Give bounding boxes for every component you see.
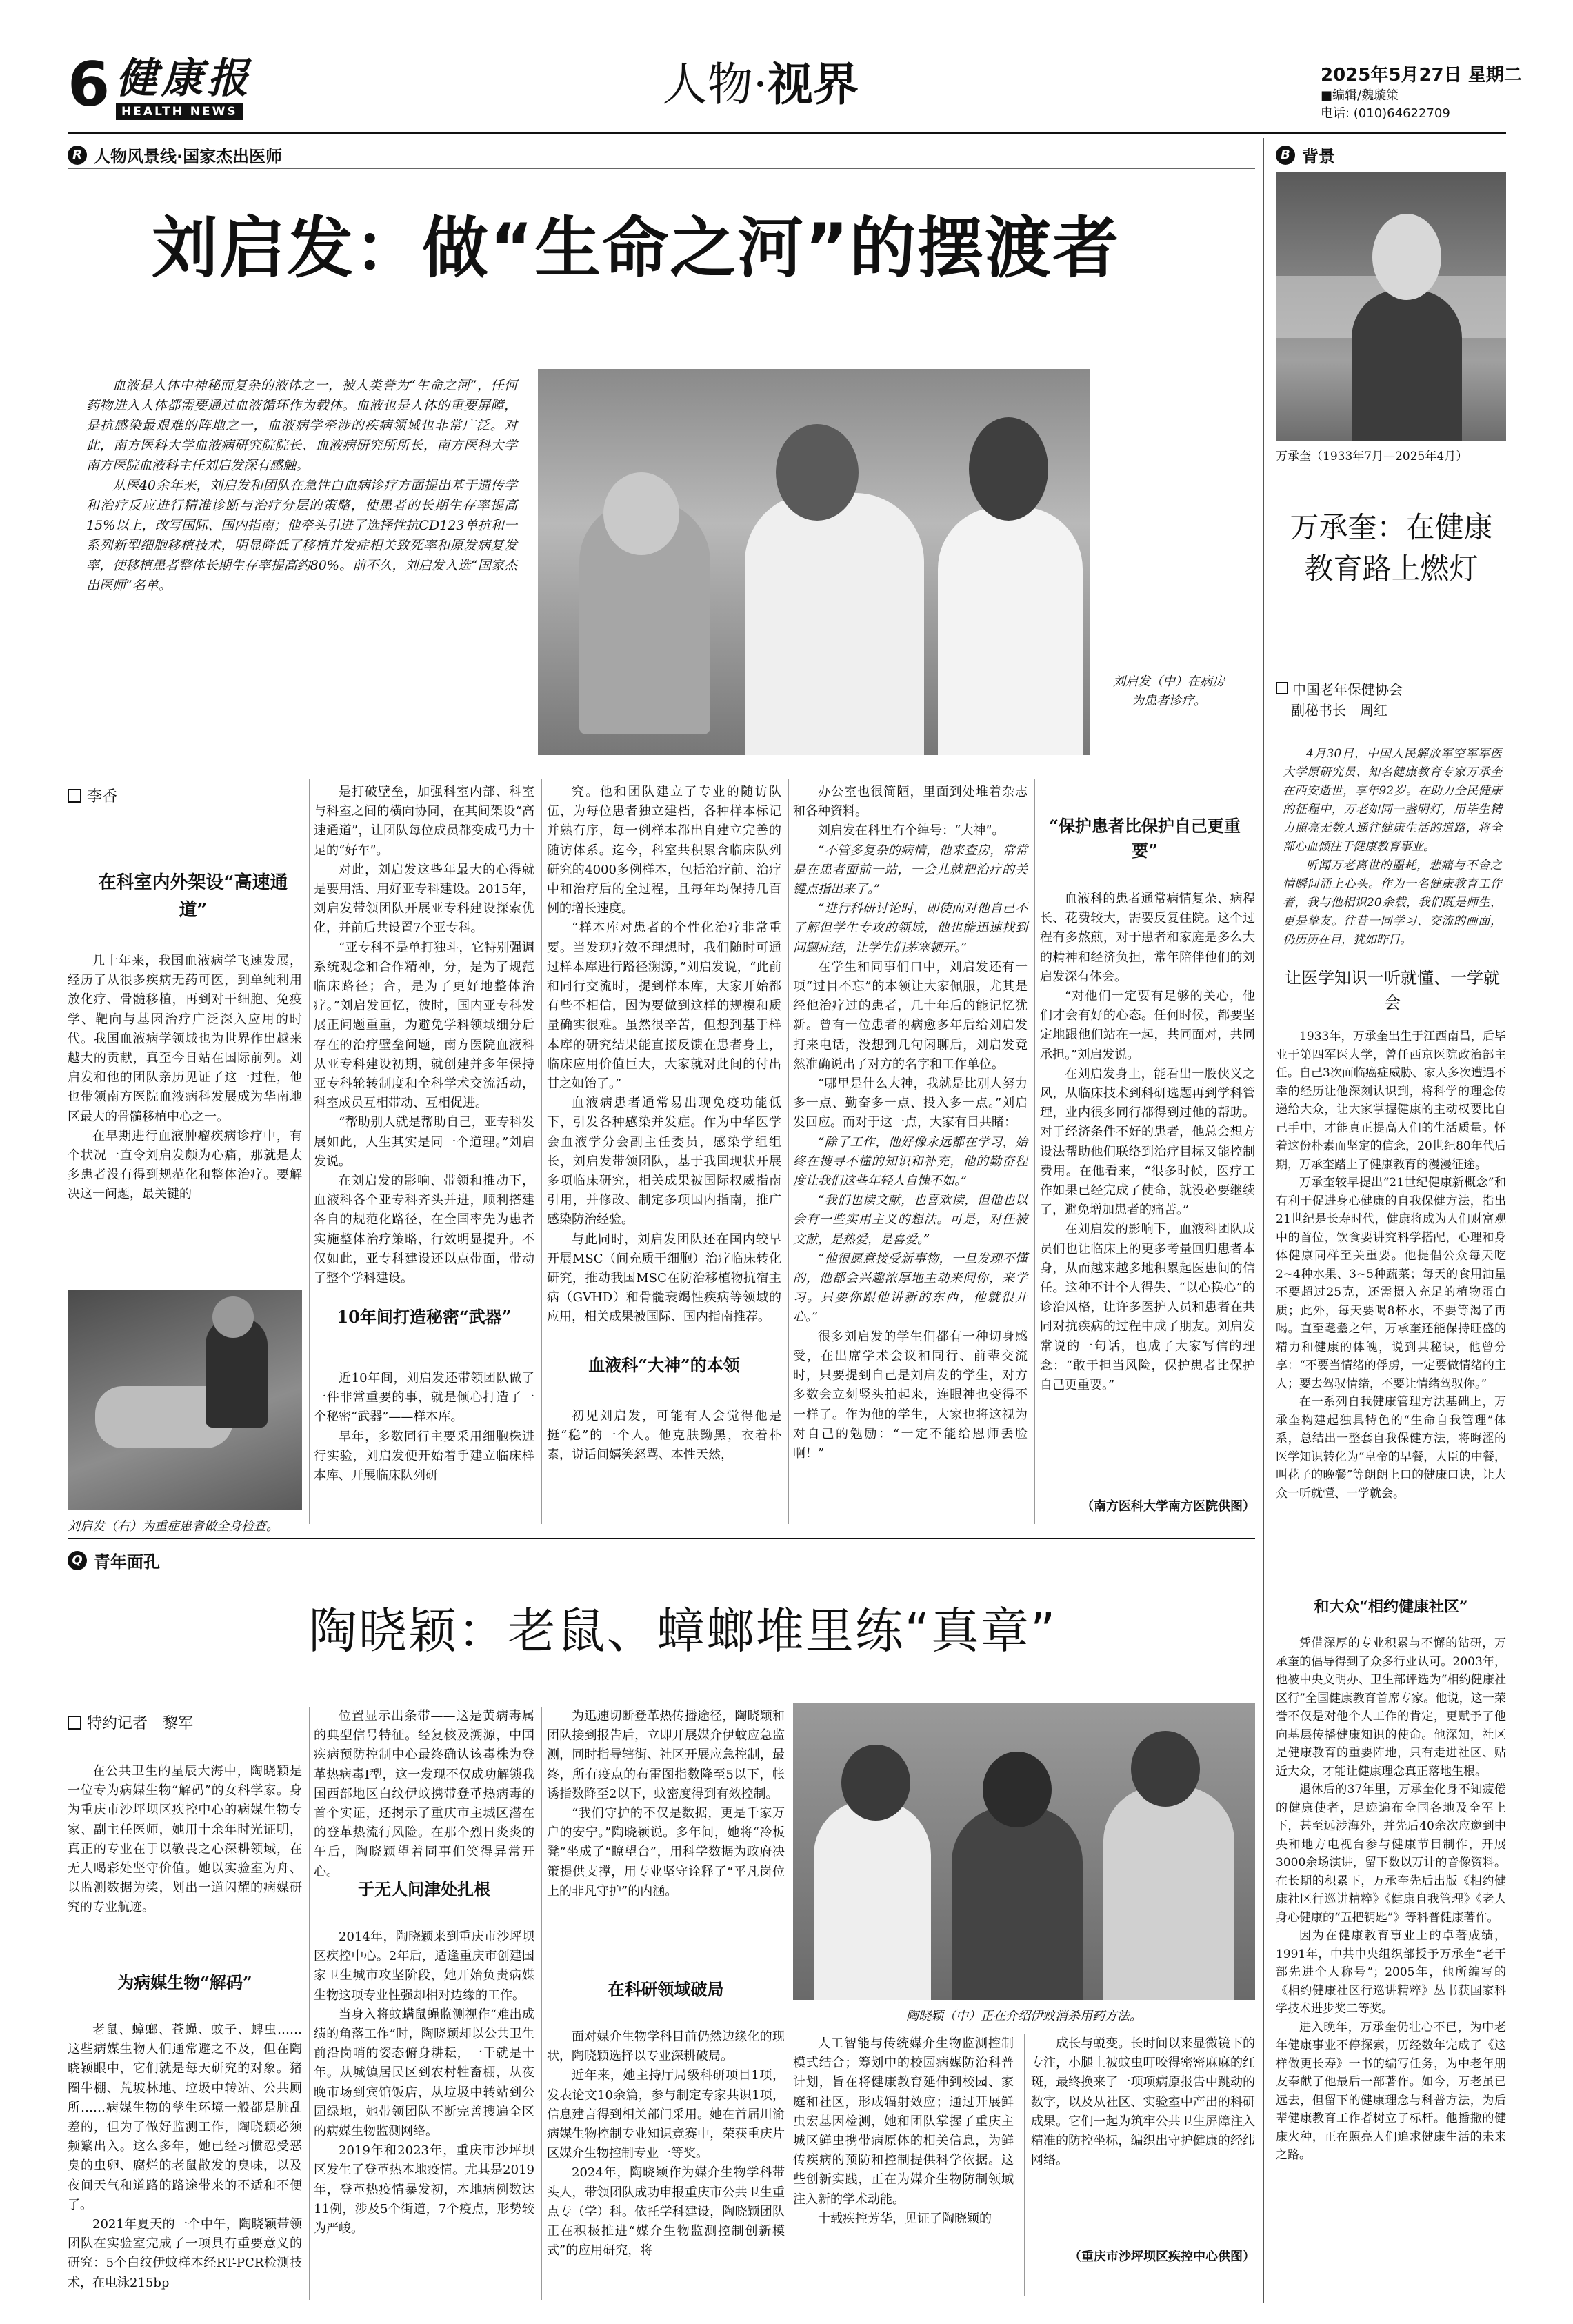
issue-date: 2025年5月27日 星期二 xyxy=(1321,65,1522,86)
story1-col2b-p1: 近10年间，刘启发还带领团队做了一件非常重要的事，就是倾心打造了一个秘密“武器”——样本库。 xyxy=(314,1371,534,1425)
page-number: 6 xyxy=(68,49,110,120)
editor-credit: ■编辑/魏璇策 xyxy=(1321,88,1399,103)
section-divider xyxy=(68,1538,1255,1539)
story1-col4-p3: 在学生和同事们口中，刘启发还有一项“过目不忘”的本领让大家佩服，尤其是经他治疗过的患者，几十年后的能记忆犹新。曾有一位患者的病愈多年后给刘启发打来电话，没想到几句闲聊后，刘启发竟然准确说出了对方的名字和工作单位。 xyxy=(793,959,1028,1072)
masthead-rule xyxy=(68,132,1506,134)
sidebar-headline: 万承奎：在健康教育路上燃灯 xyxy=(1290,510,1493,585)
sidebar-byline-org: 中国老年保健协会 xyxy=(1292,681,1403,698)
story1-col2 xyxy=(314,783,534,1286)
sidebar-tag xyxy=(1276,143,1335,167)
story1-col2-p3: “亚专科不是单打独斗，它特别强调系统观念和合作精神，分，是为了规范临床路径；合，是为了更好地整体治疗。”刘启发回忆，彼时，国内亚专科发展正问题重重，为避免学科领域细分后存在的治疗壁垒问题，南方医院血液科从亚专科建设初期，就创建并多年保持亚专科轮转制度和全科学术交流活动，科室成员互相带动、互相促进。 xyxy=(314,940,534,1111)
story1-col1-p2: 在早期进行血液肿瘤疾病诊疗中，有个状况一直令刘启发颇为心痛，那就是太多患者没有得到规范化和整体治疗。要解决这一问题，最关键的 xyxy=(68,1128,302,1202)
story2-subhead-2: 于无人问津处扎根 xyxy=(358,1879,490,1899)
sidebar-text2-p3: 因为在健康教育事业上的卓著成绩，1991年，中共中央组织部授予万承奎“老干部先进个人称号”；2005年，他所编写的《相约健康社区行巡讲精粹》丛书获国家科学技术进步奖二等奖。 xyxy=(1276,1929,1506,2016)
sidebar-text1-p1: 1933年，万承奎出生于江西南昌，后毕业于第四军医大学，曾任西京医院政治部主任。自己3次面临癌症威胁、家人多次遭遇不幸的经历让他深刻认识到，将科学的理念传递给大众，让大家掌握健康的主动权要比自己手中，才能真正提高人们的生活质量。怀着这份朴素而坚定的信念，20世纪80年代后期，万承奎踏上了健康教育的漫漫征途。 xyxy=(1276,1030,1506,1172)
sidebar-intro-p1: 4月30日，中国人民解放军空军军医大学原研究员、知名健康教育专家万承奎在西安逝世，享年92岁。在助力全民健康的征程中，万老如同一盏明灯，用毕生精力照亮无数人通往健康生活的道路，将全部心血倾注于健康教育事业。 xyxy=(1283,747,1502,854)
story1-col2-p4: “帮助别人就是帮助自己，亚专科发展如此，人生其实是同一个道理。”刘启发说。 xyxy=(314,1115,534,1169)
story2-col3b-p3: 2024年，陶晓颖作为媒介生物学科带头人，带领团队成功申报重庆市公共卫生重点专（学）科。依托学科建设，陶晓颖团队正在积极推进“媒介生物监测控制创新模式”的应用研究，将 xyxy=(547,2165,785,2258)
story1-col3-p1: 究。他和团队建立了专业的随访队伍，为每位患者独立建档，各种样本标记并熟有序，每一例样本都出自建立完善的随访体系。迄今，科室共积累含临床队列研究的4000多例样本，包括治疗前、治疗中和治疗后的全过程，且每年均保持几百例的增长速度。 xyxy=(547,785,781,916)
story1-col5 xyxy=(1040,890,1255,1483)
story2-byline xyxy=(68,1712,193,1733)
story1-small-photo xyxy=(68,1290,302,1510)
story2-col2b-p1: 2014年，陶晓颖来到重庆市沙坪坝区疾控中心。2年后，适逢重庆市创建国家卫生城市攻坚阶段，她开始负责病媒生物这项专业性强却相对边缘的工作。 xyxy=(314,1930,534,2003)
story1-col2b-p2: 早年，多数同行主要采用细胞株进行实验，刘启发便开始着手建立临床样本库、开展临床队列研 xyxy=(314,1429,534,1483)
story1-col5-p1: 血液科的患者通常病情复杂、病程长、花费较大，需要反复住院。这个过程有多熬煎，对于患者和家庭是多么大的精神和经济负担，常年陪伴他们的刘启发深有体会。 xyxy=(1040,892,1255,984)
story1-col3 xyxy=(547,783,781,1369)
story2-col2 xyxy=(314,1707,534,1879)
story1-headline: 刘启发：做“生命之河”的摆渡者 xyxy=(152,210,1121,287)
story2-subhead-1: 为病媒生物“解码” xyxy=(117,1972,252,1992)
story2-col4 xyxy=(793,2034,1014,2290)
story1-intro-p1: 血液是人体中神秘而复杂的液体之一，被人类誉为“生命之河”，任何药物进入人体都需要通过血液循环作为载体。血液也是人体的重要屏障，是抗感染最艰难的阵地之一，血液病学牵涉的疾病领域也非常广泛。对此，南方医科大学血液病研究院院长、血液病研究所所长，南方医科大学南方医院血液科主任刘启发深有感触。 xyxy=(86,378,517,473)
story1-tag-rule xyxy=(68,168,1255,169)
story2-col4-p1: 人工智能与传统媒介生物监测控制模式结合；筹划中的校园病媒防治科普计划，旨在将健康教育延伸到校园、家庭和社区，形成辐射效应；通过开展鲜虫宏基因检测，她和团队掌握了重庆主城区鲜虫携带病原体的相关信息，为鲜传疾病的预防和控制提供科学依据。这些创新实践，正在为媒介生物防制领域注入新的学术动能。 xyxy=(793,2036,1014,2207)
story1-col3b-p1: 初见刘启发，可能有人会觉得他是挺“稳”的一个人。他克肤黝黑，衣着朴素，说话间嬉笑怒骂、本性天然， xyxy=(547,1409,781,1463)
story2-col2b-p3: 2019年和2023年，重庆市沙坪坝区发生了登革热本地疫情。尤其是2019年，登革热疫情暴发初，本地病例数达11例，涉及5个街道，7个疫点，形势较为严峻。 xyxy=(314,2143,534,2236)
col-divider xyxy=(788,779,789,1524)
story1-col3b xyxy=(547,1407,781,1490)
story1-tag-icon: R xyxy=(68,146,87,165)
story1-main-photo-caption: 刘启发（中）在病房为患者诊疗。 xyxy=(1113,674,1225,708)
story2-photo-caption: 陶晓颖（中）正在介绍伊蚊消杀用药方法。 xyxy=(906,2009,1142,2023)
byline-box-icon xyxy=(1276,682,1288,694)
story1-intro xyxy=(86,376,517,741)
story2-col3b xyxy=(547,2027,785,2290)
story1-col4-quote3: “除了工作，他好像永远都在学习，始终在搜寻不懂的知识和补充，他的勤奋程度让我们这些年轻人自愧不如。” xyxy=(793,1134,1028,1189)
story1-col5-p3: 在刘启发身上，能看出一股侠义之风，从临床技术到科研选题再到学科管理，业内很多同行都得到过他的帮助。对于经济条件不好的患者，他总会想方设法帮助他们联络到治疗目标又能控制费用。在他看来，“很多时候，医疗工作如果已经完成了使命，就没必要继续了，避免增加患者的痛苦。” xyxy=(1040,1066,1255,1218)
story1-intro-p2: 从医40余年来，刘启发和团队在急性白血病诊疗方面提出基于遗传学和治疗反应进行精准诊断与治疗分层的策略，使患者的长期生存率提高15%以上，改写国际、国内指南；他牵头引进了选择性抗CD123单抗和一系列新型细胞移植技术，明显降低了移植并发症相关致死率和原发病复发率，使移植患者整体长期生存率提高约80%。前不久，刘启发入选“国家杰出医师”名单。 xyxy=(86,478,517,593)
story2-col3 xyxy=(547,1707,785,1962)
story1-main-photo xyxy=(538,369,1090,755)
story2-col3b-p1: 面对媒介生物学科目前仍然边缘化的现状，陶晓颖选择以专业深耕破局。 xyxy=(547,2030,785,2064)
sidebar-tag-label: 背景 xyxy=(1302,147,1335,166)
story2-photo xyxy=(793,1703,1255,2000)
sidebar-subhead-1: 让医学知识一听就懂、一学就会 xyxy=(1285,968,1500,1012)
story1-col5-p4: 在刘启发的影响下，血液科团队成员们也让临床上的更多考量回归患者本身，从而越来越多地积累起医患间的信任。这种不计个人得失、“以心换心”的诊治风格，让许多医护人员和患者在共同对抗疾病的过程中成了朋友。刘启发常说的一句话，也成了大家写信的理念：“敢于担当风险，保护患者比保护自己更重要。” xyxy=(1040,1222,1255,1393)
story1-photo-credit: （南方医科大学南方医院供图） xyxy=(1081,1499,1255,1514)
logo-cn: 健康报 xyxy=(116,54,252,103)
col-divider xyxy=(1034,779,1035,1524)
story2-subhead-3: 在科研领域破局 xyxy=(608,1979,724,1999)
phone-number: 电话: (010)64622709 xyxy=(1321,106,1450,121)
story1-col4-p4: “哪里是什么大神，我就是比别人努力多一点、勤奋多一点、投入多一点。”刘启发回应。而对于这一点，大家有目共睹： xyxy=(793,1076,1028,1130)
story1-col4-quote1: “不管多复杂的病情，他来查房，常常是在患者面前一站，一会儿就把治疗的关键点指出来了。” xyxy=(793,843,1028,897)
story2-col2b-p2: 当身入将蚊螨鼠蝇监测视作“难出成绩的角落工作”时，陶晓颖却以公共卫生前沿岗哨的姿态俯身耕耘，一干就是十年。从城镇居民区到农村牲畜棚，从夜晚市场到宾馆饭店，从垃圾中转站到公园绿地，她带领团队不断完善搜遍全区的病媒生物监测网络。 xyxy=(314,2007,534,2139)
story1-col4-quote2: “进行科研讨论时，即使面对他自己不了解但学生专攻的领域，他也能迅速找到问题症结，让学生们茅塞顿开。” xyxy=(793,901,1028,955)
section-title-a: 人物 xyxy=(662,58,753,111)
story2-col4-p2: 十载疾控芳华，见证了陶晓颖的 xyxy=(818,2211,992,2226)
story2-byline-name: 特约记者 黎军 xyxy=(87,1715,194,1732)
section-title: 人物·视界 xyxy=(662,57,859,111)
sidebar-text2-p1: 凭借深厚的专业积累与不懈的钻研，万承奎的倡导得到了众多行业认可。2003年，他被中央文明办、卫生部评选为“相约健康社区行”全国健康教育首席专家。他说，这一荣誉不仅是对他个人工作的肯定，更赋予了他向基层传播健康知识的使命。他深知，社区是健康教育的重要阵地，只有走进社区、贴近大众，才能让健康理念真正落地生根。 xyxy=(1276,1636,1506,1779)
story1-small-photo-caption: 刘启发（右）为重症患者做全身检查。 xyxy=(68,1519,279,1534)
sidebar-divider xyxy=(1263,138,1264,2303)
section-title-b: 视界 xyxy=(767,57,859,111)
story2-photo-credit: （重庆市沙坪坝区疾控中心供图） xyxy=(1069,2250,1255,2264)
col-divider xyxy=(541,779,542,1524)
story1-subhead-1: 在科室内外架设“高速通道” xyxy=(98,872,288,921)
masthead-logo xyxy=(116,54,281,120)
story1-subhead-3: 血液科“大神”的本领 xyxy=(588,1355,740,1375)
story1-subhead-4: “保护患者比保护自己更重要” xyxy=(1049,816,1241,861)
sidebar-text2-p4: 进入晚年，万承奎仍壮心不已，为中老年健康事业不停探索，历经数年完成了《这样做更长寿》一书的编写任务，为中老年朋友奉献了他最后一部著作。如今，万老虽已远去，但留下的健康理念与科普方法，为后辈健康教育工作者树立了标杆。他播撒的健康火种，正在照亮人们追求健康生活的未来之路。 xyxy=(1276,2020,1506,2162)
sidebar-text2-p2: 退休后的37年里，万承奎化身不知疲倦的健康使者，足迹遍布全国各地及全军上下，甚至远涉海外，并先后40余次应邀到中央和地方电视台参与健康节目制作，开展3000余场演讲，留下数以万计的音像资料。在长期的积累下，万承奎先后出版《相约健康社区行巡讲精粹》《健康自我管理》《老人身心健康的“五把钥匙”》等科普健康著作。 xyxy=(1276,1783,1506,1925)
story2-col5-p1: 成长与蜕变。长时间以来显微镜下的专注，小腿上被蚊虫叮咬得密密麻麻的红斑，最终换来了一项项病原报告中跳动的数字，以及从社区、实验室中产出的科研成果。它们一起为筑牢公共卫生屏障注入精准的防控坐标，编织出守护健康的经纬网络。 xyxy=(1031,2036,1255,2168)
story1-tag-label: 人物风景线·国家杰出医师 xyxy=(94,147,283,166)
story1-col4-quote5: “他很愿意接受新事物，一旦发现不懂的，他都会兴趣浓厚地主动来问你，来学习。只要你跟他讲新的东西，他就很开心。” xyxy=(793,1251,1028,1325)
byline-box-icon xyxy=(68,789,81,803)
story1-col2-p2: 对此，刘启发这些年最大的心得就是要用活、用好亚专科建设。2015年，刘启发带领团队开展亚专科建设探索优化，并前后共设置7个亚专科。 xyxy=(314,862,534,936)
story1-byline-name: 李香 xyxy=(87,788,118,805)
byline-box-icon xyxy=(68,1716,81,1730)
sidebar-photo-caption: 万承奎（1933年7月—2025年4月） xyxy=(1276,450,1468,463)
sidebar-text1-p3: 在一系列自我健康管理方法基础上，万承奎构建起独具特色的“生命自我管理”体系，总结出一整套自我保健方法，将晦涩的医学知识转化为“皇帝的早餐，大臣的中餐，叫花子的晚餐”等朗朗上口的健康口诀，让大众一听就懂、一学就会。 xyxy=(1276,1395,1506,1501)
sidebar-byline-name: 副秘书长 周红 xyxy=(1291,702,1387,719)
story2-col2b xyxy=(314,1927,534,2286)
story2-col3b-p2: 近年来，她主持厅局级科研项目1项，发表论文10余篇，参与制定专家共识1项，信息建言得到相关部门采用。她在首届川渝病媒生物控制专业知识竞赛中，荣获重庆片区媒介生物控制专业一等奖。 xyxy=(547,2068,785,2161)
col-divider xyxy=(309,1707,310,2300)
sidebar-intro-p2: 听闻万老离世的噩耗，悲痛与不舍之情瞬间涌上心头。作为一名健康教育工作者，我与他相识20余载，我们既是师生，更是挚友。往昔一同学习、交流的画面，仍历历在目，犹如昨日。 xyxy=(1283,859,1502,947)
sidebar-text1-p2: 万承奎较早提出“21世纪健康新概念”和有利于促进身心健康的自我保健方法，指出21世纪是长寿时代，健康将成为人们财富观中的首位，饮食要讲究科学搭配，心理和身体健康同样至关重要。他提倡公众每天吃2~4种水果、3~5种蔬菜；每天的食用油量不要超过25克，还需摄入充足的植物蛋白质；此外，每天要喝8杯水，不要等渴了再喝。直至耄耋之年，万承奎还能保持旺盛的精力和健康的体魄，说到其秘诀，他曾分享：“不要当情绪的俘虏，一定要做情绪的主人；要去驾驭情绪，不要让情绪驾驭你。” xyxy=(1276,1176,1506,1391)
story2-col1b-p1: 老鼠、蟑螂、苍蝇、蚊子、蜱虫……这些病媒生物人们通常避之不及，但在陶晓颖眼中，它们就是每天研究的对象。猪圈牛棚、荒坡林地、垃圾中转站、公共厕所……病媒生物的孳生环境一般都是脏乱差的，但为了做好监测工作，陶晓颖必须频繁出入。这么多年，她已经习惯忍受恶臭的虫卵、腐烂的老鼠散发的臭味，以及夜间天气和道路的路途带来的不适和不便了。 xyxy=(68,2023,302,2212)
story1-col3-p3: 血液病患者通常易出现免疫功能低下，引发各种感染并发症。作为中华医学会血液学分会副主任委员，感染学组组长，刘启发带领团队，基于我国现状开展多项临床研究，相关成果被国际权威指南引用，并修改、制定多项国内指南，推广感染防治经验。 xyxy=(547,1096,781,1228)
story2-tag-label: 青年面孔 xyxy=(94,1552,160,1572)
story2-tag-icon: Q xyxy=(68,1551,87,1570)
story2-tag xyxy=(68,1548,160,1572)
story2-col3-p1: 为迅速切断登革热传播途径，陶晓颖和团队接到报告后，立即开展媒介伊蚊应急监测，同时指导辖街、社区开展应急控制，最终，所有疫点的布雷图指数降至5以下，帐诱指数降至2以下，蚊密度得到有效控制。 xyxy=(547,1709,785,1801)
story1-col4-p1: 办公室也很简陋，里面到处堆着杂志和各种资料。 xyxy=(793,785,1028,819)
sidebar-photo xyxy=(1276,172,1506,441)
story1-col2b xyxy=(314,1369,534,1486)
story1-col4-p5: 很多刘启发的学生们都有一种切身感受，在出席学术会议和同行、前辈交流时，只要提到自己是刘启发的学生，对方多数会立刻竖头拍起来，连眼神也变得不一样了。作为他的学生，大家也将这视为对自己的勉励：“一定不能给恩师丢脸啊！” xyxy=(793,1329,1028,1461)
sidebar-tag-icon: B xyxy=(1276,146,1295,165)
story2-col1-p1: 在公共卫生的星辰大海中，陶晓颖是一位专为病媒生物“解码”的女科学家。身为重庆市沙坪坝区疾控中心的病媒生物专家、副主任医师，她用十余年时光证明，真正的专业在于以敬畏之心深耕领域，在无人喝彩处坚守价值。她以实验室为舟、以监测数据为桨，划出一道闪耀的病媒研究的专业航迹。 xyxy=(68,1764,302,1915)
story1-col4-quote4: “我们也读文献，也喜欢读，但他也以会有一些实用主义的想法。可是，对任被文献，是热爱，是喜爱。” xyxy=(793,1193,1028,1247)
story1-byline xyxy=(68,785,117,806)
col-divider xyxy=(309,779,310,1524)
story1-col3-p4: 与此同时，刘启发团队还在国内较早开展MSC（间充质干细胞）治疗临床转化研究，推动我国MSC在防治移植物抗宿主病（GVHD）和骨髓衰竭性疾病等领域的应用，相关成果被国际、国内指南推荐。 xyxy=(547,1232,781,1325)
sidebar-text-1 xyxy=(1276,1028,1506,1607)
sidebar-subhead-2: 和大众“相约健康社区” xyxy=(1314,1598,1468,1616)
story2-col1b xyxy=(68,2021,302,2290)
story2-headline: 陶晓颖：老鼠、蟑螂堆里练“真章” xyxy=(308,1603,1057,1659)
story1-col1 xyxy=(68,952,302,1283)
story1-col4-p2: 刘启发在科里有个绰号：“大神”。 xyxy=(818,823,1005,839)
story1-col1-p1: 几十年来，我国血液病学飞速发展，经历了从很多疾病无药可医，到单纯利用放化疗、骨髓移植，再到对干细胞、免疫学、靶向与基因治疗广泛深入应用的时代。我国血液病学领域也为世界作出越来越大的贡献，真至今日站在国际前列。刘启发和他的团队亲历见证了这一过程，他也带领南方医院血液病科发展成为华南地区最大的骨髓移植中心之一。 xyxy=(68,954,302,1124)
story1-tag xyxy=(68,143,282,167)
story2-col5 xyxy=(1031,2034,1255,2207)
col-divider xyxy=(541,1707,542,2300)
story1-subhead-2: 10年间打造秘密“武器” xyxy=(337,1307,512,1327)
story2-col3-p2: “我们守护的不仅是数据，更是千家万户的安宁。”陶晓颖说。多年间，她将“冷板凳”坐成了“瞭望台”，用科学数据为政府决策提供支撑，用专业坚守诠释了“平凡岗位上的非凡守护”的内涵。 xyxy=(547,1806,785,1899)
story1-col5-p2: “对他们一定要有足够的关心，他们才会有好的心态。任何时候，都要坚定地跟他们站在一起，共同面对，共同承担。”刘启发说。 xyxy=(1040,989,1255,1062)
story1-col4 xyxy=(793,783,1028,1514)
story1-col2-p1: 是打破壁垒，加强科室内部、科室与科室之间的横向协同，在其间架设“高速通道”，让团队每位成员都变成马力十足的“好车”。 xyxy=(314,785,534,858)
logo-en: HEALTH NEWS xyxy=(116,103,243,120)
sidebar-byline xyxy=(1276,679,1506,721)
story1-col3-p2: “样本库对患者的个性化治疗非常重要。当发现疗效不理想时，我们随时可通过样本库进行路径溯源，”刘启发说，“此前和同行交流时，提到样本库，大家开始都有些不相信，因为要做到这样的规模和质量确实很难。虽然很辛苦，但想到基于样本库的研究结果能直接反馈在患者身上，临床应用价值巨大，大家就对此间的付出甘之如饴了。” xyxy=(547,921,781,1092)
story2-col2-p1: 位置显示出条带——这是黄病毒属的典型信号特征。经复核及溯源，中国疾病预防控制中心最终确认该毒株为登革热病毒I型，这一发现不仅成功解锁我国西部地区白纹伊蚊携带登革热病毒的首个实证，还揭示了重庆市主城区潜在的登革热流行风险。在那个烈日炎炎的午后，陶晓颖望着同事们笑得异常开心。 xyxy=(314,1709,534,1879)
story2-col1b-p2: 2021年夏天的一个中午，陶晓颖带领团队在实验室完成了一项具有重要意义的研究：5个白纹伊蚊样本经RT-PCR检测技术，在电泳215bp xyxy=(68,2217,302,2290)
story1-col2-p5: 在刘启发的影响、带领和推动下，血液科各个亚专科齐头并进，顺利搭建各自的规范化路径，在全国率先为患者实施整体治疗策略，行效明显提升。不仅如此，亚专科建设还以点带面，带动了整个学科建设。 xyxy=(314,1174,534,1286)
sidebar-text-2 xyxy=(1276,1634,1506,2296)
story2-col1 xyxy=(68,1762,302,1962)
col-divider xyxy=(1024,2034,1025,2296)
